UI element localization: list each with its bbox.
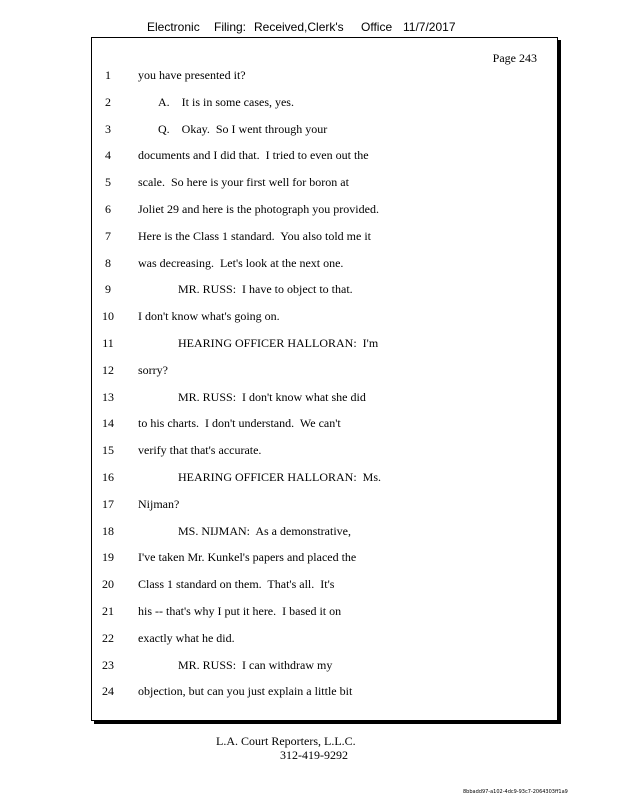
line-number: 17	[102, 496, 114, 511]
line-number: 21	[102, 604, 114, 618]
line-text: sorry?	[138, 362, 168, 377]
line-number: 4	[105, 148, 111, 163]
line-text: to his charts. I don't understand. We can't	[138, 416, 341, 431]
line-number: 13	[102, 389, 114, 404]
line-number: 19	[102, 550, 114, 565]
line-text: documents and I did that. I tried to even out the	[138, 148, 369, 163]
header-filing: Filing:	[214, 20, 247, 34]
line-number: 3	[105, 121, 111, 136]
line-number: 24	[102, 684, 114, 699]
transcript-line	[92, 68, 557, 84]
transcript-line	[92, 416, 557, 432]
line-text: HEARING OFFICER HALLORAN: I'm	[178, 336, 379, 350]
transcript-line	[92, 282, 557, 298]
transcript-line	[92, 229, 557, 245]
transcript-line	[92, 684, 557, 700]
line-text: Class 1 standard on them. That's all. It's	[138, 577, 335, 592]
transcript-line	[92, 148, 557, 164]
line-number: 7	[105, 228, 111, 243]
line-number: 14	[102, 416, 114, 431]
line-text: verify that that's accurate.	[138, 443, 262, 458]
line-number: 1	[105, 68, 111, 82]
header-received: Received,Clerk's	[254, 20, 344, 34]
transcript-line	[92, 497, 557, 513]
line-text: Q. Okay. So I went through your	[158, 121, 328, 136]
header-date: 11/7/2017	[403, 20, 456, 34]
transcript-line	[92, 202, 557, 218]
line-text: MS. NIJMAN: As a demonstrative,	[178, 523, 351, 538]
line-number: 2	[105, 94, 111, 109]
line-number: 6	[105, 202, 111, 216]
transcript-line	[92, 443, 557, 459]
line-number: 23	[102, 657, 114, 672]
header-electronic: Electronic	[147, 20, 200, 34]
line-text: Nijman?	[138, 496, 180, 511]
line-text: I've taken Mr. Kunkel's papers and placed the	[138, 550, 357, 565]
line-text: A. It is in some cases, yes.	[158, 94, 294, 109]
transcript-line	[92, 175, 557, 191]
line-number: 8	[105, 255, 111, 270]
reporter-company: L.A. Court Reporters, L.L.C.	[216, 734, 356, 748]
line-number: 22	[102, 630, 114, 645]
line-text: MR. RUSS: I have to object to that.	[178, 282, 353, 297]
line-number: 12	[102, 362, 114, 377]
document-id: 8bbadd97-a102-4dc9-93c7-2064303ff1a9	[463, 789, 568, 795]
transcript-line	[92, 336, 557, 352]
line-number: 20	[102, 577, 114, 592]
transcript-line	[92, 524, 557, 540]
page-number: Page 243	[492, 51, 537, 65]
transcript-line	[92, 309, 557, 325]
line-number: 16	[102, 470, 114, 484]
line-number: 15	[102, 443, 114, 458]
line-text: was decreasing. Let's look at the next one.	[138, 255, 344, 270]
transcript-line	[92, 390, 557, 406]
line-text: scale. So here is your first well for boron at	[138, 175, 349, 190]
line-text: his -- that's why I put it here. I based it on	[138, 604, 342, 618]
line-text: HEARING OFFICER HALLORAN: Ms.	[178, 470, 382, 484]
line-number: 10	[102, 309, 114, 324]
transcript-line	[92, 658, 557, 674]
transcript-line	[92, 631, 557, 647]
transcript-line	[92, 550, 557, 566]
line-number: 18	[102, 523, 114, 538]
reporter-phone: 312-419-9292	[280, 748, 348, 762]
line-text: MR. RUSS: I can withdraw my	[178, 657, 333, 672]
transcript-line	[92, 122, 557, 138]
filing-stamp-header	[0, 20, 618, 36]
line-text: exactly what he did.	[138, 630, 235, 645]
line-text: Here is the Class 1 standard. You also told me it	[138, 228, 371, 243]
header-office: Office	[361, 20, 393, 34]
line-text: Joliet 29 and here is the photograph you provided.	[138, 202, 379, 216]
transcript-line	[92, 363, 557, 379]
line-text: you have presented it?	[138, 68, 246, 82]
line-number: 5	[105, 175, 111, 190]
line-text: I don't know what's going on.	[138, 309, 280, 324]
transcript-line	[92, 470, 557, 486]
line-number: 11	[102, 336, 114, 350]
line-text: MR. RUSS: I don't know what she did	[178, 389, 366, 404]
transcript-line	[92, 604, 557, 620]
line-text: objection, but can you just explain a little bit	[138, 684, 353, 699]
transcript-line	[92, 95, 557, 111]
transcript-line	[92, 577, 557, 593]
transcript-line	[92, 256, 557, 272]
line-number: 9	[105, 282, 111, 297]
transcript-page	[91, 37, 558, 721]
